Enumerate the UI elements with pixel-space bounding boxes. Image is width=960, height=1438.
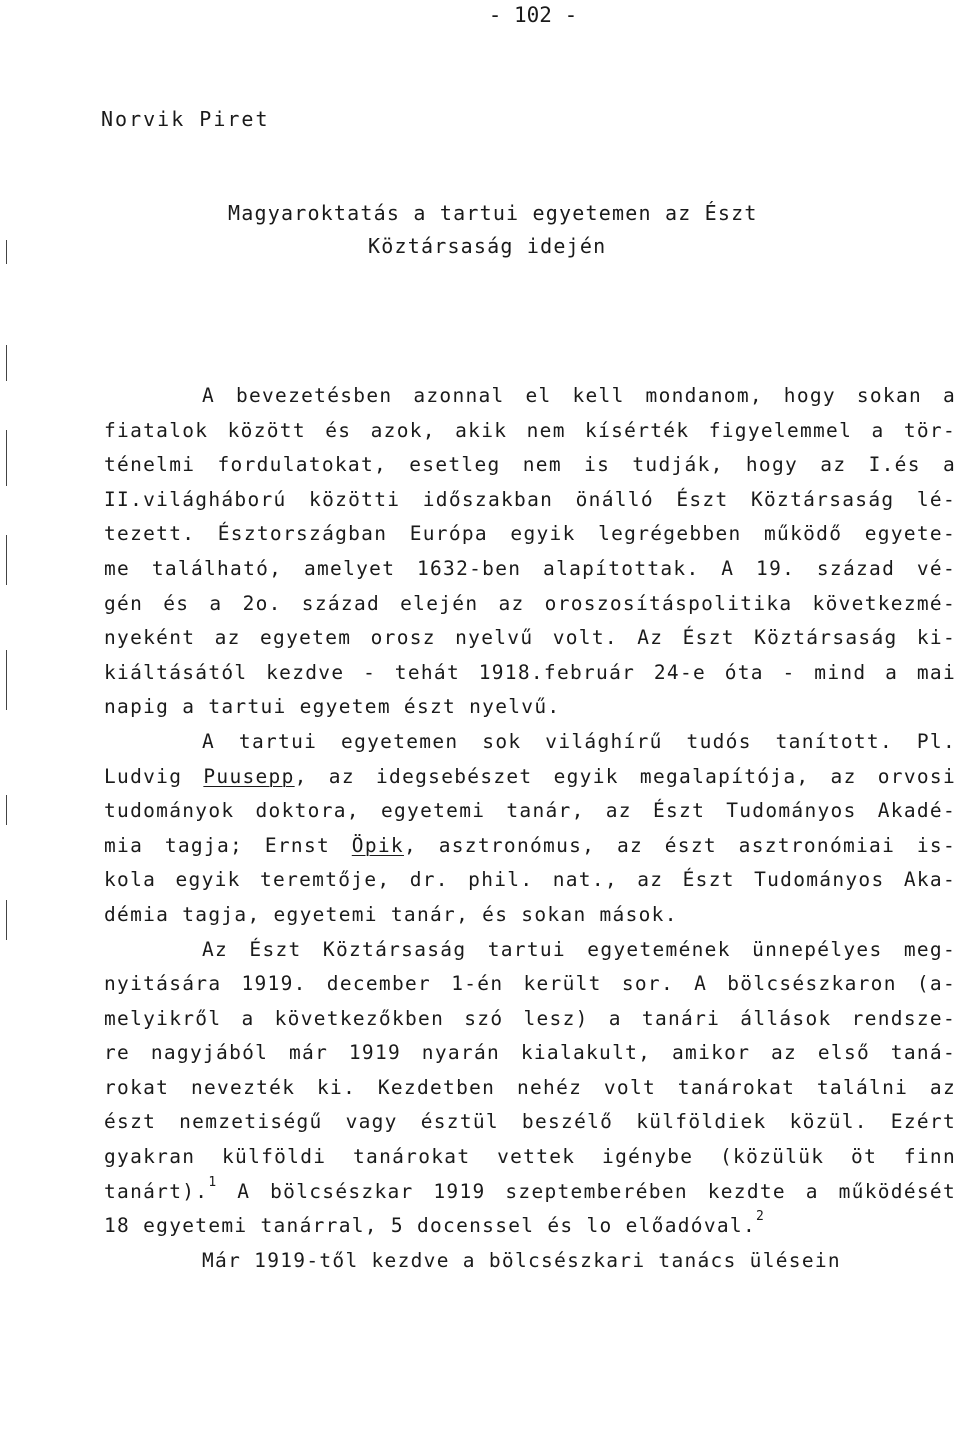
body-line: tezett. Észtországban Európa egyik legrégebben működő egyete- [104, 522, 956, 546]
scan-margin-mark [6, 650, 7, 710]
body-line: A tartui egyetemen sok világhírű tudós tanított. Pl. [202, 729, 956, 753]
body-line: nyitására 1919. december 1-én került sor. A bölcsészkaron (a- [104, 972, 956, 996]
body-line: tudományok doktora, egyetemi tanár, az Észt Tudományos Akadé- [104, 799, 956, 823]
article-title [228, 197, 758, 263]
text-segment: tanárt). [104, 1179, 209, 1203]
scan-margin-mark [6, 345, 7, 381]
body-line [104, 1175, 956, 1210]
text-segment: Ludvig [104, 764, 204, 788]
body-text [104, 379, 956, 1278]
body-line: fiatalok között és azok, akik nem kísérték figyelemmel a tör- [104, 418, 956, 442]
scan-margin-mark [6, 240, 7, 264]
text-segment: , asztronómus, az észt asztronómiai is- [403, 833, 956, 857]
body-line: kola egyik teremtője, dr. phil. nat., az Észt Tudományos Aka- [104, 868, 956, 892]
scan-margin-mark [6, 430, 7, 486]
footnote-marker-1: 1 [208, 1174, 218, 1190]
body-line: gén és a 2o. század elején az oroszosításpolitika következmé- [104, 591, 956, 615]
body-line [104, 760, 956, 795]
body-line: ténelmi fordulatokat, esetleg nem is tudják, hogy az I.és a [104, 453, 956, 477]
page-number: - 102 - [488, 3, 578, 27]
title-line-2: Köztársaság idején [368, 234, 607, 258]
body-line: nyeként az egyetem orosz nyelvű volt. Az Észt Köztársaság ki- [104, 626, 956, 650]
scan-margin-mark [6, 900, 7, 940]
author-name: Norvik Piret [101, 107, 270, 131]
person-name-opik: Öpik [351, 833, 404, 857]
footnote-marker-2: 2 [756, 1209, 766, 1225]
scan-margin-mark [6, 535, 7, 585]
body-line: napig a tartui egyetem észt nyelvű. [104, 695, 561, 719]
text-segment: A bölcsészkar 1919 szeptemberében kezdte a működését [217, 1179, 956, 1203]
body-line [104, 1209, 956, 1244]
title-line-1: Magyaroktatás a tartui egyetemen az Észt [228, 201, 758, 225]
body-line [104, 829, 956, 864]
body-line: rokat nevezték ki. Kezdetben nehéz volt tanárokat találni az [104, 1075, 956, 1099]
body-line: II.világháború közötti időszakban önálló Észt Köztársaság lé- [104, 487, 956, 511]
body-line: démia tagja, egyetemi tanár, és sokan mások. [104, 902, 678, 926]
text-segment: mia tagja; Ernst [104, 833, 352, 857]
body-line: gyakran külföldi tanárokat vettek igénybe (közülük öt finn [104, 1145, 956, 1169]
body-line: A bevezetésben azonnal el kell mondanom, hogy sokan a [202, 384, 956, 407]
text-segment: 18 egyetemi tanárral, 5 docenssel és lo előadóval. [104, 1214, 756, 1238]
body-line: me található, amelyet 1632-ben alapítottak. A 19. század vé- [104, 556, 956, 580]
body-line: re nagyjából már 1919 nyarán kialakult, amikor az első taná- [104, 1041, 956, 1065]
scan-margin-mark [6, 795, 7, 825]
body-line: Már 1919-től kezdve a bölcsészkari tanács ülésein [202, 1248, 841, 1272]
body-line: Az Észt Köztársaság tartui egyetemének ünnepélyes meg- [202, 937, 956, 961]
body-line: melyikről a következőkben szó lesz) a tanári állások rendsze- [104, 1006, 956, 1030]
body-line: kiáltásától kezdve - tehát 1918.február 24-e óta - mind a mai [104, 660, 956, 684]
person-name-puusepp: Puusepp [203, 764, 295, 788]
text-segment: , az idegsebészet egyik megalapítója, az orvosi [294, 764, 956, 788]
body-line: észt nemzetiségű vagy észtül beszélő külföldiek közül. Ezért [104, 1110, 956, 1134]
